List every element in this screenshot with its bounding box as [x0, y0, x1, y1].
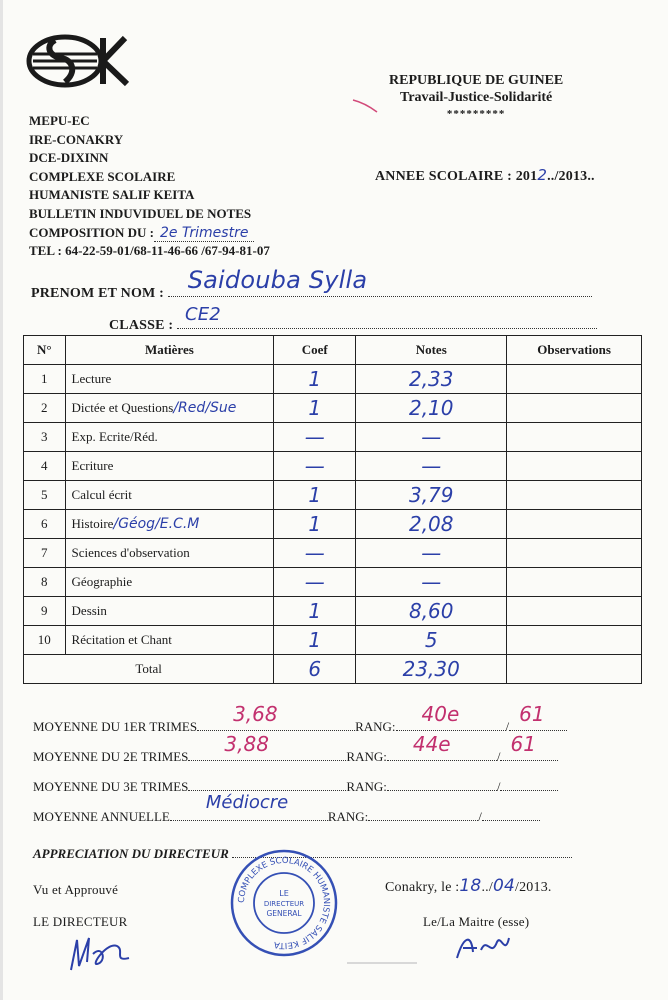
row-coef [274, 626, 356, 655]
note-value: — [421, 570, 442, 594]
header-observations: Observations [507, 336, 642, 365]
coef-value: 1 [308, 396, 322, 420]
grades-table [23, 335, 642, 684]
subject-label: Exp. Ecrite/Réd. [71, 429, 158, 444]
row-subject [65, 568, 274, 597]
row-subject [65, 423, 274, 452]
header-right [389, 72, 563, 123]
row-number: 10 [24, 626, 66, 655]
le-directeur: LE DIRECTEUR [33, 914, 128, 929]
header-line: MEPU-EC [29, 113, 90, 128]
row-note [356, 423, 507, 452]
motto-stars: ********* [446, 108, 506, 120]
subject-label: Dessin [71, 603, 107, 618]
row-note [356, 365, 507, 394]
average-value: 3,68 [233, 702, 278, 726]
date-place: Conakry, le : [385, 880, 460, 895]
row-number: 9 [24, 597, 66, 626]
header-line: BULLETIN INDUVIDUEL DE NOTES [29, 205, 252, 221]
student-class-label: CLASSE : [109, 318, 174, 333]
row-observation [507, 481, 642, 510]
coef-value: 1 [308, 483, 322, 507]
rank-separator: / [478, 809, 482, 824]
total-note [356, 655, 507, 684]
table-row [24, 481, 642, 510]
table-header-row [24, 336, 642, 365]
row-coef [274, 394, 356, 423]
average-row [33, 702, 567, 735]
subject-label: Sciences d'observation [71, 545, 190, 560]
table-row [24, 539, 642, 568]
note-value: — [421, 454, 442, 478]
date-row: Conakry, le :18../04/2013. [385, 876, 552, 896]
note-value: 5 [424, 628, 438, 652]
rank-line [368, 806, 478, 821]
row-number: 6 [24, 510, 66, 539]
total-coef-value: 6 [308, 657, 322, 681]
average-row [33, 792, 540, 825]
annee-end: ../2013.. [547, 169, 595, 184]
pen-mark-icon [351, 96, 381, 116]
row-coef [274, 510, 356, 539]
subject-label: Géographie [71, 574, 133, 589]
header-coef: Coef [274, 336, 356, 365]
row-subject [65, 539, 274, 568]
student-name: Saidouba Sylla [187, 266, 368, 294]
note-value: — [421, 425, 442, 449]
rank-separator: / [505, 719, 510, 734]
coef-value: — [304, 570, 325, 594]
composition-label: COMPOSITION DU : [29, 224, 154, 240]
table-row [24, 568, 642, 597]
row-observation [507, 510, 642, 539]
header-line: IRE-CONAKRY [29, 131, 124, 147]
stamp-center-3: GENERAL [266, 909, 302, 918]
row-observation [507, 626, 642, 655]
row-note [356, 568, 507, 597]
subject-label: Dictée et Questions [71, 400, 174, 415]
date-month: 04 [492, 876, 515, 896]
row-note [356, 510, 507, 539]
row-note [356, 394, 507, 423]
subject-label: Lecture [71, 371, 112, 386]
average-line [170, 792, 328, 821]
row-coef [274, 423, 356, 452]
row-note [356, 597, 507, 626]
header-no: N° [24, 336, 66, 365]
annee-label: ANNEE SCOLAIRE : 201 [375, 169, 538, 184]
row-observation [507, 568, 642, 597]
annee-scolaire [375, 166, 595, 185]
row-observation [507, 423, 642, 452]
annee-handwritten: 2 [537, 166, 548, 184]
row-coef [274, 481, 356, 510]
effectif-line [509, 702, 567, 731]
average-value: Médiocre [205, 792, 289, 813]
row-coef [274, 452, 356, 481]
subject-handwritten: /Géog/E.C.M [113, 516, 200, 532]
teacher-signature-icon [453, 928, 513, 964]
table-row [24, 452, 642, 481]
student-name-row [31, 266, 592, 302]
row-coef [274, 597, 356, 626]
average-line [188, 776, 346, 791]
total-note-value: 23,30 [402, 657, 460, 681]
total-observation [507, 655, 642, 684]
student-class-row [109, 304, 597, 334]
bottom-divider [347, 962, 417, 964]
subject-label: Ecriture [71, 458, 114, 473]
rank-value: 44e [412, 732, 451, 756]
row-observation [507, 452, 642, 481]
rank-label: RANG: [355, 719, 396, 734]
table-row [24, 597, 642, 626]
header-notes: Notes [356, 336, 507, 365]
average-line [197, 702, 355, 731]
rank-line [387, 776, 497, 791]
table-row [24, 423, 642, 452]
average-label: MOYENNE ANNUELLE [33, 809, 170, 824]
subject-label: Récitation et Chant [71, 632, 172, 647]
stamp-ring-text: COMPLEXE SCOLAIRE HUMANISTE SALIF KEITA [236, 855, 332, 951]
header-line: DCE-DIXINN [29, 150, 109, 166]
country-motto: Travail-Justice-Solidarité [400, 90, 553, 105]
row-number: 5 [24, 481, 66, 510]
rank-separator: / [496, 779, 501, 794]
rank-label: RANG: [346, 779, 387, 794]
table-row [24, 510, 642, 539]
stamp-center-2: DIRECTEUR [263, 900, 305, 908]
row-number: 1 [24, 365, 66, 394]
average-value: 3,88 [224, 732, 269, 756]
coef-value: 1 [308, 599, 322, 623]
effectif-line [500, 776, 558, 791]
telephone: TEL : 64-22-59-01/68-11-46-66 /67-94-81-07 [29, 243, 270, 259]
appreciation-label: APPRECIATION DU DIRECTEUR [33, 846, 229, 861]
note-value: 8,60 [408, 599, 454, 623]
subject-label: Calcul écrit [71, 487, 132, 502]
date-day: 18 [459, 876, 482, 896]
note-value: 3,79 [408, 483, 454, 507]
coef-value: 1 [308, 512, 322, 536]
coef-value: — [304, 454, 325, 478]
effectif-value: 61 [510, 732, 536, 756]
subject-handwritten: /Red/Sue [173, 400, 237, 416]
row-coef [274, 539, 356, 568]
note-value: 2,33 [408, 367, 454, 391]
coef-value: 1 [308, 628, 322, 652]
coef-value: — [304, 425, 325, 449]
average-row [33, 776, 558, 795]
date-year: 2013 [519, 880, 548, 895]
row-subject [65, 597, 274, 626]
rank-separator: / [496, 749, 501, 764]
table-row [24, 365, 642, 394]
school-logo-icon [25, 28, 133, 94]
row-note [356, 481, 507, 510]
rank-label: RANG: [327, 809, 369, 824]
student-class-line [177, 304, 597, 329]
total-label: Total [24, 655, 274, 684]
row-note [356, 452, 507, 481]
row-observation [507, 597, 642, 626]
row-observation [507, 539, 642, 568]
row-note [356, 626, 507, 655]
total-row [24, 655, 642, 684]
total-coef [274, 655, 356, 684]
row-coef [274, 365, 356, 394]
row-coef [274, 568, 356, 597]
coef-value: 1 [308, 367, 322, 391]
vu-approuve: Vu et Approuvé [33, 882, 119, 897]
header-left [29, 112, 270, 261]
grade-rows [24, 365, 642, 655]
rank-label: RANG: [346, 749, 387, 764]
row-observation [507, 365, 642, 394]
student-name-label: PRENOM ET NOM : [31, 286, 165, 301]
average-label: MOYENNE DU 3E TRIMES [33, 779, 189, 794]
official-stamp-icon [229, 848, 339, 958]
row-subject [65, 394, 274, 423]
note-value: 2,08 [408, 512, 454, 536]
country-name: REPUBLIQUE DE GUINEE [389, 73, 564, 88]
row-subject [65, 626, 274, 655]
note-value: — [421, 541, 442, 565]
row-number: 3 [24, 423, 66, 452]
effectif-line [482, 806, 540, 821]
rank-value: 40e [421, 702, 460, 726]
composition-value: 2e Trimestre [154, 225, 254, 242]
row-note [356, 539, 507, 568]
subject-label: Histoire [71, 516, 114, 531]
row-subject [65, 452, 274, 481]
composition-line [29, 224, 270, 243]
average-label: MOYENNE DU 2E TRIMES [33, 749, 189, 764]
row-observation [507, 394, 642, 423]
rank-line [396, 702, 506, 731]
average-line [188, 732, 346, 761]
average-label: MOYENNE DU 1ER TRIMES [33, 719, 198, 734]
header-matieres: Matières [65, 336, 274, 365]
header-line: COMPLEXE SCOLAIRE [29, 168, 176, 184]
row-number: 7 [24, 539, 66, 568]
coef-value: — [304, 541, 325, 565]
student-class: CE2 [184, 304, 221, 325]
rank-line [387, 732, 497, 761]
effectif-value: 61 [519, 702, 545, 726]
effectif-line [500, 732, 558, 761]
le-maitre: Le/La Maitre (esse) [423, 914, 530, 929]
average-row [33, 732, 558, 765]
stamp-center-1: LE [279, 889, 289, 898]
table-row [24, 626, 642, 655]
row-subject [65, 510, 274, 539]
row-number: 8 [24, 568, 66, 597]
student-name-line [168, 266, 592, 297]
note-value: 2,10 [408, 396, 454, 420]
row-subject [65, 481, 274, 510]
row-number: 2 [24, 394, 66, 423]
row-number: 4 [24, 452, 66, 481]
director-signature-icon [67, 932, 137, 974]
header-line: HUMANISTE SALIF KEITA [29, 187, 195, 203]
row-subject [65, 365, 274, 394]
table-row [24, 394, 642, 423]
